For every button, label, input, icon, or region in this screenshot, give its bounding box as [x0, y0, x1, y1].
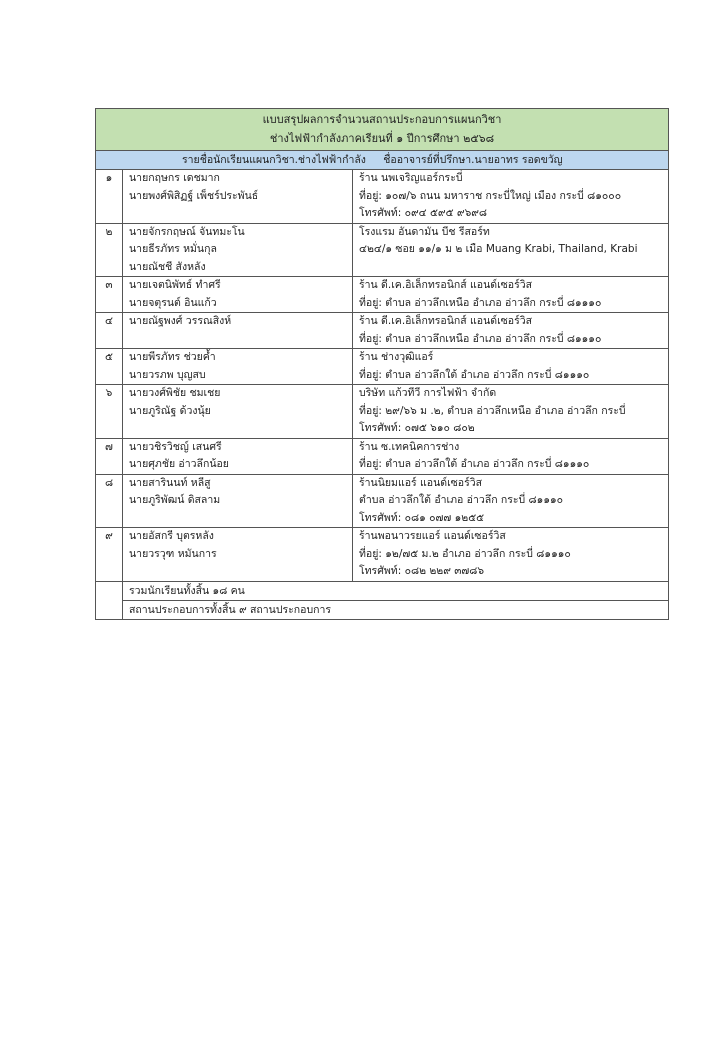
students-heading: รายชื่อนักเรียนแผนกวิชา.ช่างไฟฟ้ากำลัง	[182, 154, 366, 166]
student-name: นายณัชชี สังหลัง	[129, 260, 206, 273]
student-name: นายจตุรนต์ อินแก้ว	[129, 296, 217, 309]
student-names	[123, 385, 353, 439]
table-row	[96, 170, 669, 224]
company-info	[353, 385, 669, 439]
company-name: ร้าน ดี.เค.อิเล็กทรอนิกส์ แอนด์เซอร์วิส	[359, 315, 533, 327]
student-name: นายวชิรวิชญ์ เสนศรี	[129, 440, 222, 453]
student-names	[123, 474, 353, 528]
student-names	[123, 349, 353, 385]
table-row	[96, 277, 669, 313]
student-name: นายวรวุฑ หมันการ	[129, 547, 217, 560]
table-subheading	[96, 151, 669, 170]
student-name: นายพงศ์พิสิฏฐ์ เพ็ชร์ประพันธ์	[129, 189, 259, 202]
company-info	[353, 313, 669, 349]
company-info	[353, 223, 669, 277]
row-number: ๙	[96, 528, 123, 582]
table-row	[96, 313, 669, 349]
company-detail: ที่อยู่: ตำบล อ่าวลึกใต้ อำเภอ อ่าวลึก กระบี่ ๘๑๑๑๐	[359, 458, 590, 470]
company-info	[353, 277, 669, 313]
summary-row-students	[96, 581, 669, 600]
company-info	[353, 170, 669, 224]
total-companies: สถานประกอบการทั้งสิ้น ๙ สถานประกอบการ	[123, 600, 669, 619]
table-row	[96, 474, 669, 528]
company-info	[353, 438, 669, 474]
row-number: ๘	[96, 474, 123, 528]
company-name: ร้าน ดี.เค.อิเล็กทรอนิกส์ แอนด์เซอร์วิส	[359, 279, 533, 291]
title-line-1: แบบสรุปผลการจำนวนสถานประกอบการแผนกวิชา	[262, 113, 502, 126]
student-names	[123, 277, 353, 313]
company-detail: โทรศัพท์: ๐๘๑ ๐๗๗ ๑๒๕๕	[359, 511, 485, 524]
table-title	[96, 109, 669, 151]
company-info	[353, 474, 669, 528]
student-name: นายอัสกรี บุตรหลัง	[129, 530, 214, 542]
company-detail: ตำบล อ่าวลึกใต้ อำเภอ อ่าวลึก กระบี่ ๘๑๑๑๐	[359, 494, 564, 506]
total-students: รวมนักเรียนทั้งสิ้น ๑๘ คน	[123, 581, 669, 600]
company-detail: โทรศัพท์: ๐๘๒ ๒๒๙ ๓๗๘๖	[359, 565, 485, 577]
title-row	[96, 109, 669, 151]
student-name: นายพีรภัทร ช่วยค้ำ	[129, 351, 216, 363]
student-name: นายภูริพัฒน์ ดิสลาม	[129, 494, 221, 506]
student-names	[123, 528, 353, 582]
company-name: บริษัท แก้วทีวี การไฟฟ้า จำกัด	[359, 387, 497, 399]
company-detail: ที่อยู่: ตำบล อ่าวลึกเหนือ อำเภอ อ่าวลึก กระบี่ ๘๑๑๑๐	[359, 296, 602, 309]
student-name: นายวรภพ บุญสบ	[129, 368, 206, 381]
title-line-2: ช่างไฟฟ้ากำลังภาคเรียนที่ ๑ ปีการศึกษา ๒๕๖๘	[269, 132, 495, 145]
student-names	[123, 170, 353, 224]
student-names	[123, 223, 353, 277]
table-row	[96, 438, 669, 474]
company-detail: โทรศัพท์: ๐๗๕ ๖๑๐ ๘๐๒	[359, 422, 475, 434]
student-name: นายณัฐพงศ์ วรรณสิงห์	[129, 315, 232, 327]
student-name: นายเจตนิพัทธ์ ทำศรี	[129, 279, 221, 291]
company-name: ร้าน ช่างวุฒิแอร์	[359, 351, 434, 363]
student-name: นายธีรภัทร หมั่นกุล	[129, 243, 217, 255]
row-number: ๓	[96, 277, 123, 313]
summary-row-companies	[96, 600, 669, 619]
row-number: ๒	[96, 223, 123, 277]
student-name: นายจักรกฤษณ์ จันทมะโน	[129, 225, 245, 238]
table-row	[96, 349, 669, 385]
row-number: ๕	[96, 349, 123, 385]
company-name: ร้าน นพเจริญแอร์กระบี่	[359, 172, 463, 184]
company-detail: ที่อยู่: ๑๐๗/๖ ถนน มหาราช กระบี่ใหญ่ เมือง กระบี่ ๘๑๐๐๐	[359, 189, 622, 202]
student-names	[123, 438, 353, 474]
summary-document	[95, 108, 668, 620]
row-number: ๔	[96, 313, 123, 349]
subheading-row	[96, 151, 669, 170]
student-name: นายวงศ์พิชัย ชมเชย	[129, 387, 221, 399]
student-name: นายศุภชัย อ่าวลึกน้อย	[129, 458, 229, 470]
student-name: นายภูริณัฐ ด้วงนุ้ย	[129, 404, 211, 417]
advisor-heading: ชื่ออาจารย์ที่ปรึกษา.นายอาทร รอดขวัญ	[383, 154, 563, 166]
company-name: ร้าน ซ.เทคนิคการช่าง	[359, 440, 460, 453]
company-info	[353, 528, 669, 582]
student-name: นายกฤษกร เดชมาก	[129, 172, 220, 184]
company-detail: ที่อยู่: ตำบล อ่าวลึกใต้ อำเภอ อ่าวลึก กระบี่ ๘๑๑๑๐	[359, 368, 590, 381]
student-name: นายสารินนท์ หลีสู	[129, 476, 211, 489]
company-detail: ๔๒๔/๑ ซอย ๑๑/๑ ม ๒ เมือ Muang Krabi, Thailand, Krabi	[359, 243, 638, 255]
company-detail: ที่อยู่: ๒๙/๖๖ ม .๒, ตำบล อ่าวลึกเหนือ อำเภอ อ่าวลึก กระบี่	[359, 404, 626, 417]
company-name: ร้านพอนาวรยแอร์ แอนด์เซอร์วิส	[359, 530, 506, 542]
company-detail: ที่อยู่: ๑๒/๗๕ ม.๒ อำเภอ อ่าวลึก กระบี่ ๘๑๑๑๐	[359, 547, 571, 560]
table-row	[96, 223, 669, 277]
company-name: โรงแรม อันดามัน บีช รีสอร์ท	[359, 225, 490, 238]
internship-summary-table	[95, 108, 669, 620]
student-names	[123, 313, 353, 349]
row-number: ๗	[96, 438, 123, 474]
company-detail: ที่อยู่: ตำบล อ่าวลึกเหนือ อำเภอ อ่าวลึก กระบี่ ๘๑๑๑๐	[359, 332, 602, 345]
table-row	[96, 385, 669, 439]
company-detail: โทรศัพท์: ๐๙๔ ๕๙๕ ๙๖๙๘	[359, 207, 488, 219]
row-number: ๖	[96, 385, 123, 439]
company-name: ร้านนิยมแอร์ แอนด์เซอร์วิส	[359, 476, 483, 489]
company-info	[353, 349, 669, 385]
table-row	[96, 528, 669, 582]
row-number: ๑	[96, 170, 123, 224]
